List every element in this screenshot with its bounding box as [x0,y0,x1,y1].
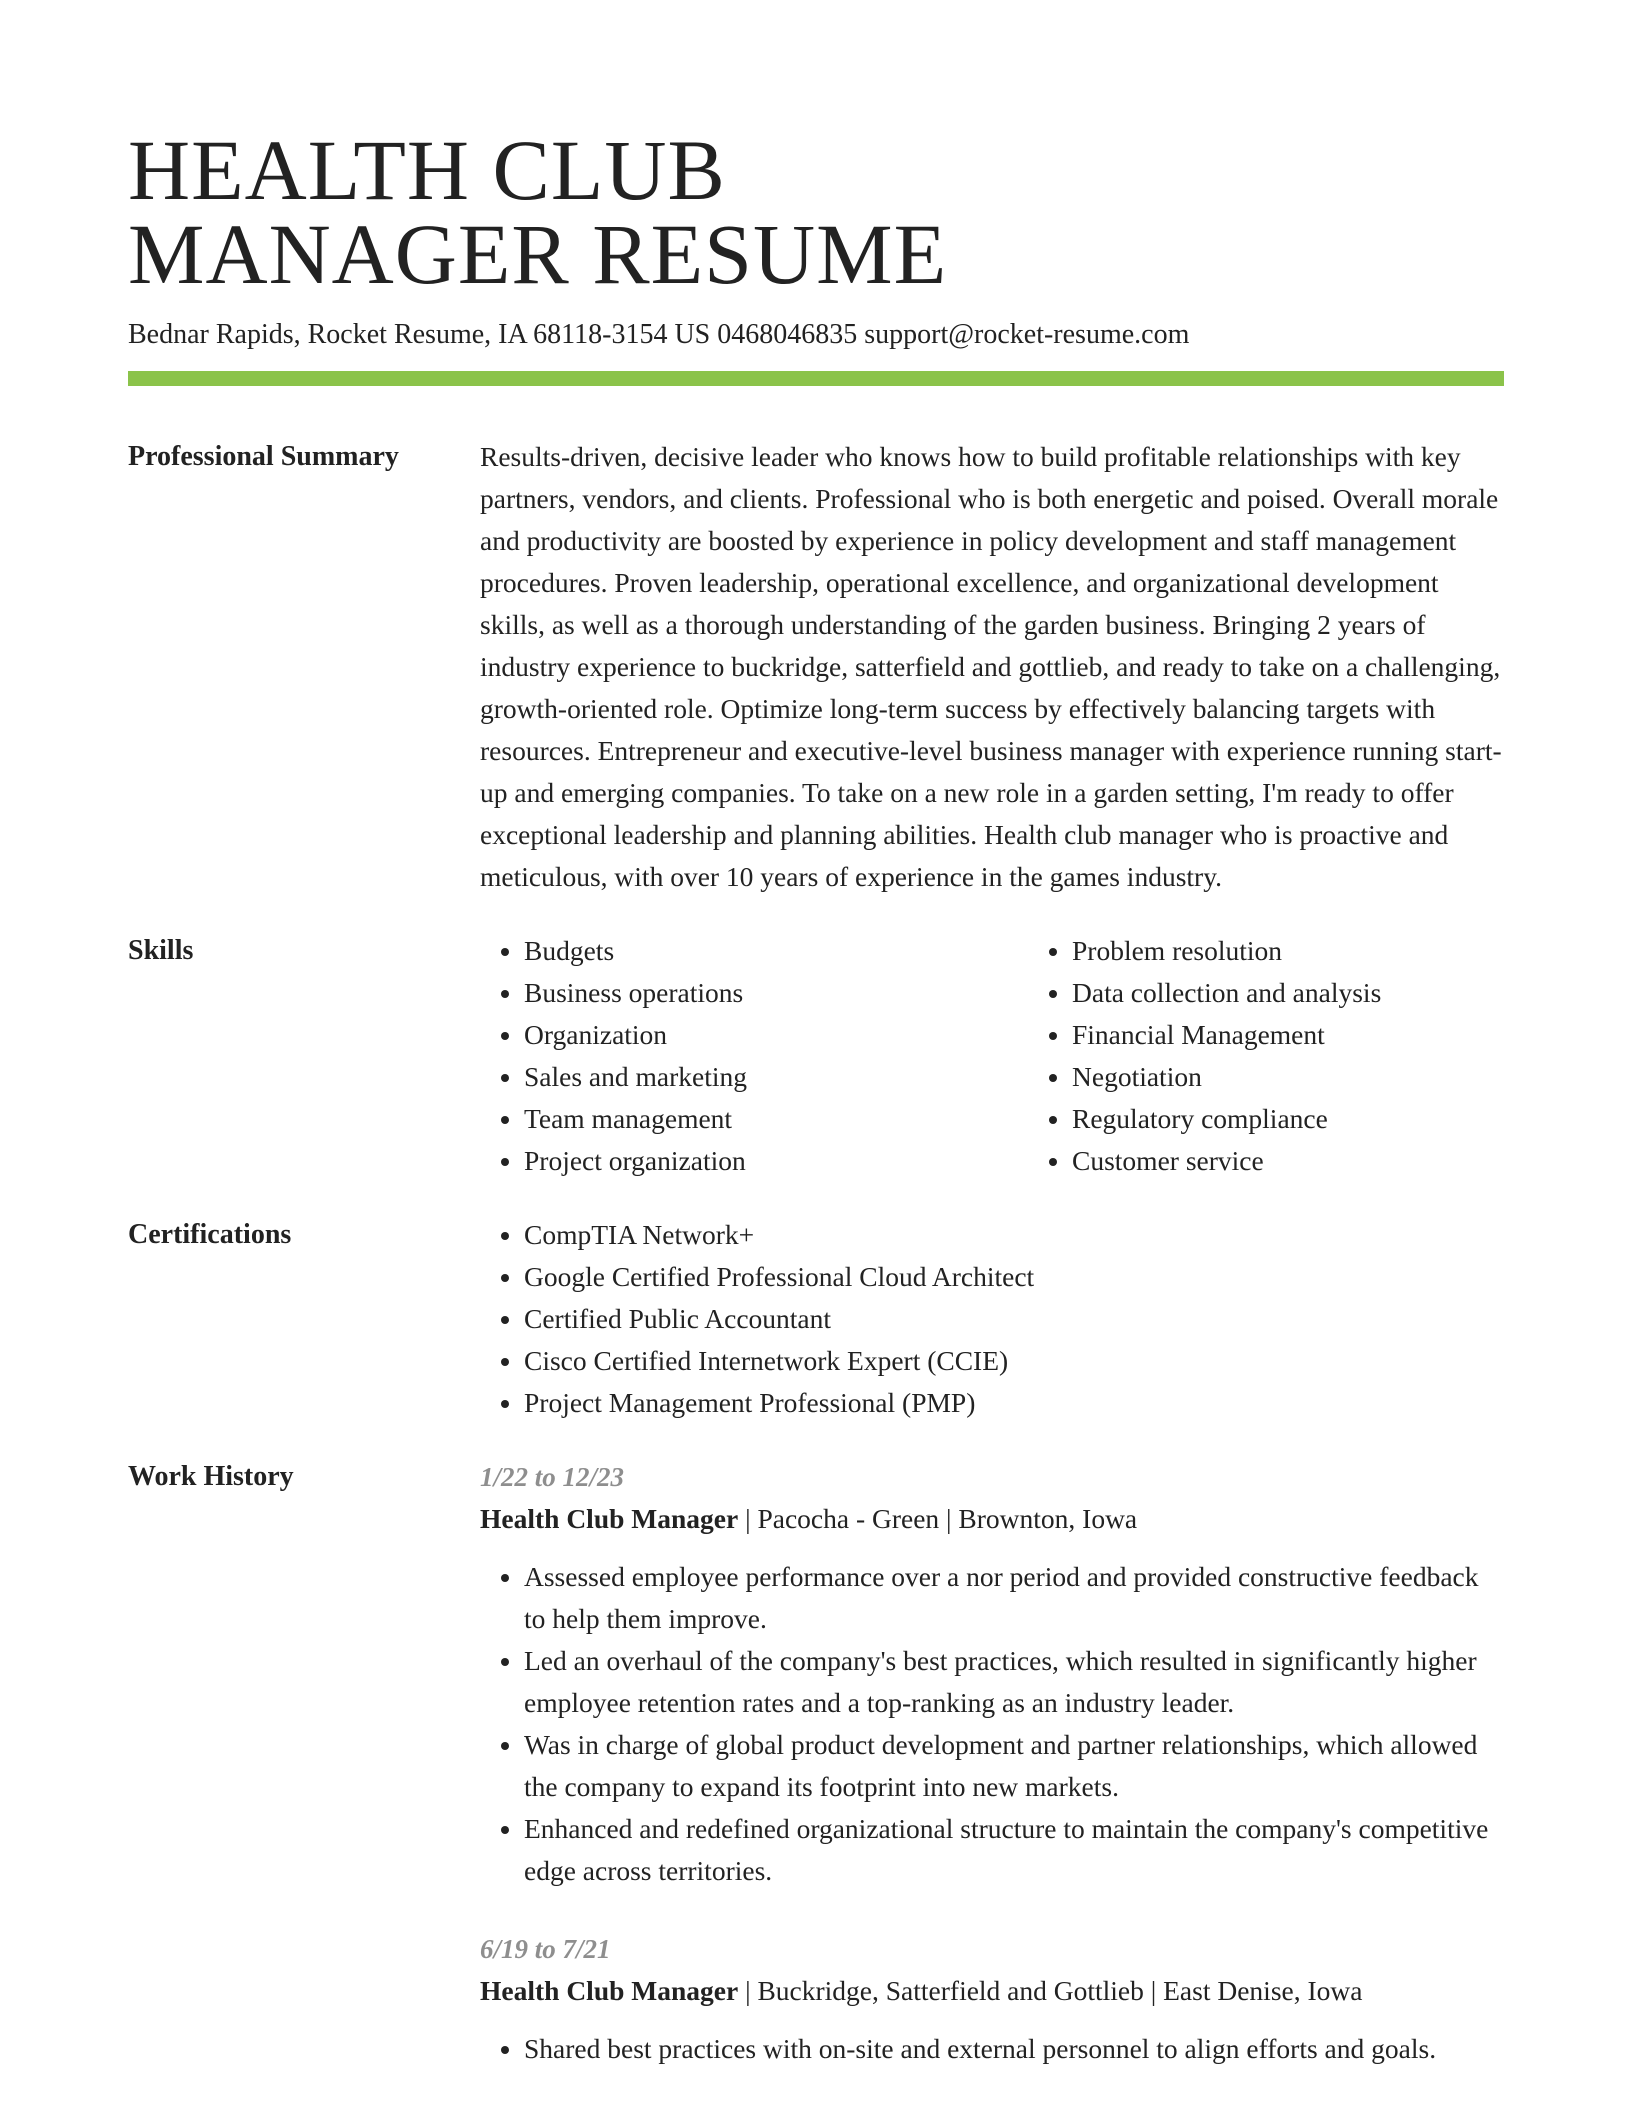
section-heading: Professional Summary [128,441,399,472]
work-history-content [480,1456,1504,2070]
skill-item: • Project organization [524,1140,1028,1182]
certification-item: • Google Certified Professional Cloud Architect [524,1256,1504,1298]
job-entry [480,1928,1504,2070]
job-bullet: • Shared best practices with on-site and external personnel to align efforts and goals. [524,2028,1504,2070]
skills-list-right [1028,930,1381,1182]
skill-item: • Regulatory compliance [1072,1098,1381,1140]
accent-divider [128,371,1504,386]
title-line-1: HEALTH CLUB [128,122,726,218]
job-bullet: • Led an overhaul of the company's best practices, which resulted in significantly higher employee retention rates and a top-ranking as an industry leader. [524,1640,1504,1724]
skill-item: • Sales and marketing [524,1056,1028,1098]
skill-item: • Negotiation [1072,1056,1381,1098]
certifications-content [480,1214,1504,1424]
certification-item: • Cisco Certified Internetwork Expert (CCIE) [524,1340,1504,1382]
skill-item: • Team management [524,1098,1028,1140]
title-line-2: MANAGER RESUME [128,206,948,302]
skills-columns [480,930,1504,1182]
job-heading [480,1498,1504,1540]
skills-list-left [480,930,1028,1182]
resume-title [128,122,1504,302]
job-dates: 1/22 to 12/23 [480,1462,625,1492]
certification-item: • Certified Public Accountant [524,1298,1504,1340]
certifications-list [480,1214,1504,1424]
job-bullet: • Was in charge of global product development and partner relationships, which allowed the company to expand its footprint into new markets. [524,1724,1504,1808]
skill-item: • Customer service [1072,1140,1381,1182]
skill-item: • Budgets [524,930,1028,972]
skills-section [128,930,1504,1182]
job-bullets [480,1556,1504,1892]
summary-text: Results-driven, decisive leader who knows how to build profitable relationships with key partners, vendors, and clients. Professional who is both energetic and poised. Overall morale and productivity are boosted by experience in policy development and staff management procedures. Proven leadership, operational excellence, and organizational development skills, as well as a thorough understanding of the garden business. Bringing 2 years of industry experience to buckridge, satterfield and gottlieb, and ready to take on a challenging, growth-oriented role. Optimize long-term success by effectively balancing targets with resources. Entrepreneur and executive-level business manager with experience running start-up and emerging companies. To take on a new role in a garden setting, I'm ready to offer exceptional leadership and planning abilities. Health club manager who is proactive and meticulous, with over 10 years of experience in the games industry. [480,441,1502,892]
job-dates: 6/19 to 7/21 [480,1934,611,1964]
job-entry [480,1456,1504,1892]
section-heading: Certifications [128,1219,292,1250]
skill-item: • Financial Management [1072,1014,1381,1056]
job-heading [480,1970,1504,2012]
job-details: | Buckridge, Satterfield and Gottlieb | East Denise, Iowa [738,1975,1363,2006]
certifications-section [128,1214,1504,1424]
job-bullet: • Assessed employee performance over a nor period and provided constructive feedback to help them improve. [524,1556,1504,1640]
section-heading: Work History [128,1461,294,1492]
certification-item: • Project Management Professional (PMP) [524,1382,1504,1424]
skill-item: • Organization [524,1014,1028,1056]
section-heading: Skills [128,935,194,966]
contact-line: Bednar Rapids, Rocket Resume, IA 68118-3154 US 0468046835 support@rocket-resume.com [128,319,1190,350]
skill-item: • Problem resolution [1072,930,1381,972]
resume-page [128,122,1504,2070]
job-title: Health Club Manager [480,1975,739,2006]
skill-item: • Business operations [524,972,1028,1014]
skill-item: • Data collection and analysis [1072,972,1381,1014]
job-bullet: • Enhanced and redefined organizational structure to maintain the company's competitive edge across territories. [524,1808,1504,1892]
job-details: | Pacocha - Green | Brownton, Iowa [738,1503,1138,1534]
certification-item: • CompTIA Network+ [524,1214,1504,1256]
job-bullets [480,2028,1504,2070]
summary-section [128,436,1504,898]
work-history-section [128,1456,1504,2070]
job-title: Health Club Manager [480,1503,739,1534]
